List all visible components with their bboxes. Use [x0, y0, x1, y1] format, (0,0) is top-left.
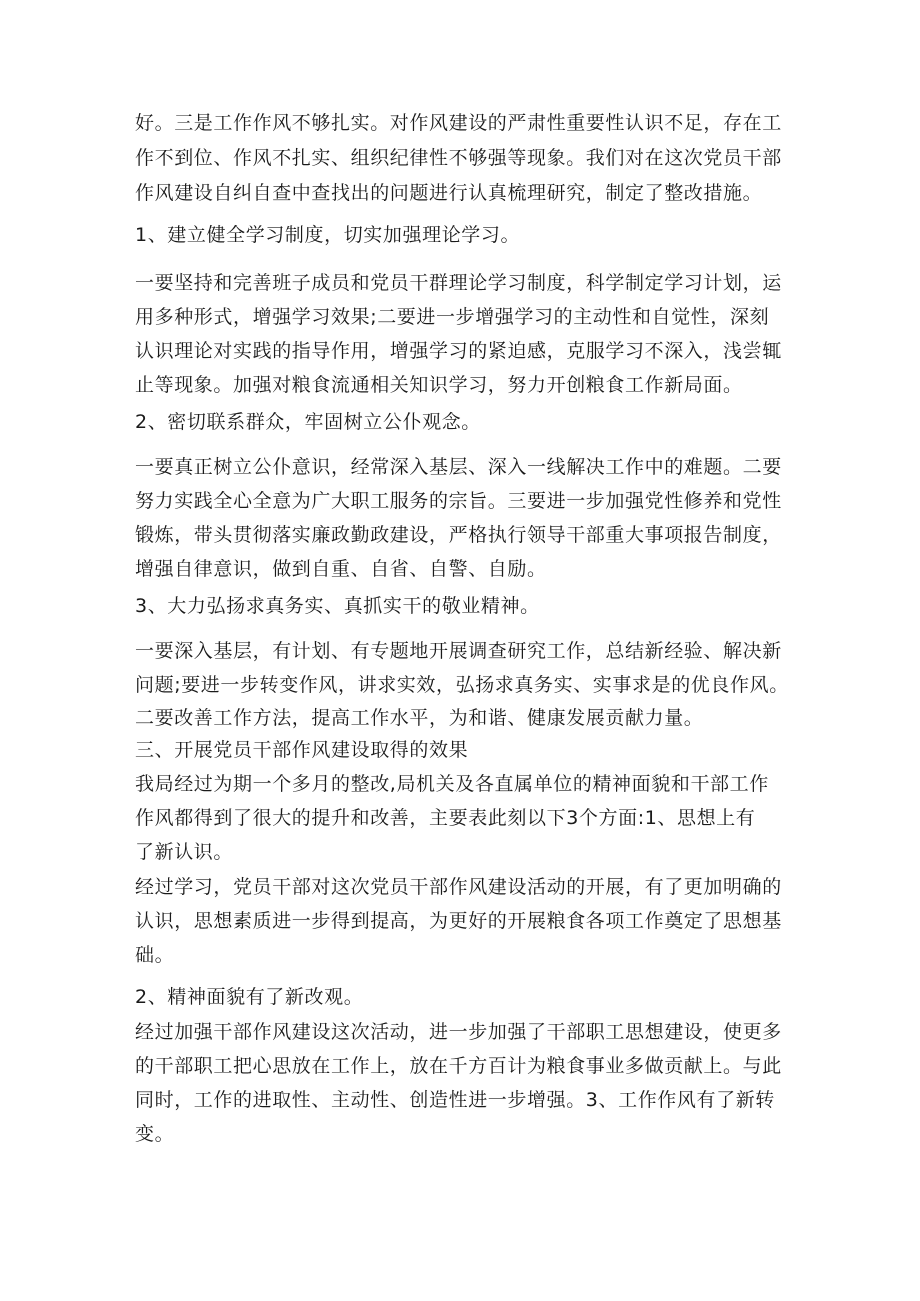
text-line: 认识，思想素质进一步得到提高，为更好的开展粮食各项工作奠定了思想基 — [135, 910, 782, 932]
text-line: 认识理论对实践的指导作用，增强学习的紧迫感，克服学习不深入，浅尝辄 — [135, 340, 782, 362]
heading-4: 2、精神面貌有了新改观。 — [135, 986, 364, 1008]
text-line: 一要深入基层，有计划、有专题地开展调查研究工作，总结新经验、解决新 — [135, 640, 782, 662]
text-line: 用多种形式，增强学习效果;二要进一步增强学习的主动性和自觉性，深刻 — [135, 306, 770, 328]
text-line: 锻炼，带头贯彻落实廉政勤政建设，严格执行领导干部重大事项报告制度， — [135, 524, 782, 546]
text-line: 作风建设自纠自查中查找出的问题进行认真梳理研究，制定了整改措施。 — [135, 182, 763, 204]
text-line: 一要真正树立公仆意识，经常深入基层、深入一线解决工作中的难题。二要 — [135, 456, 782, 478]
text-line: 经过学习，党员干部对这次党员干部作风建设活动的开展，有了更加明确的 — [135, 876, 782, 898]
text-line: 增强自律意识，做到自重、自省、自警、自励。 — [135, 558, 547, 580]
text-line: 变。 — [135, 1123, 175, 1145]
text-line: 努力实践全心全意为广大职工服务的宗旨。三要进一步加强党性修养和党性 — [135, 490, 782, 512]
text-line: 问题;要进一步转变作风，讲求实效，弘扬求真务实、实事求是的优良作风。 — [135, 674, 789, 696]
heading-2: 2、密切联系群众，牢固树立公仆观念。 — [135, 411, 481, 433]
text-line: 了新认识。 — [135, 841, 234, 863]
section-heading: 三、开展党员干部作风建设取得的效果 — [135, 739, 469, 761]
text-line: 止等现象。加强对粮食流通相关知识学习，努力开创粮食工作新局面。 — [135, 374, 743, 396]
text-line: 作不到位、作风不扎实、组织纪律性不够强等现象。我们对在这次党员干部 — [135, 147, 782, 169]
text-line: 我局经过为期一个多月的整改,局机关及各直属单位的精神面貌和干部工作 — [135, 773, 769, 795]
text-line: 二要改善工作方法，提高工作水平，为和谐、健康发展贡献力量。 — [135, 707, 704, 729]
text-line: 同时，工作的进取性、主动性、创造性进一步增强。3、工作作风有了新转 — [135, 1089, 775, 1111]
text-line: 一要坚持和完善班子成员和党员干群理论学习制度，科学制定学习计划，运 — [135, 272, 782, 294]
text-line: 作风都得到了很大的提升和改善，主要表此刻以下3个方面:1、思想上有 — [135, 807, 756, 829]
text-line: 经过加强干部作风建设这次活动，进一步加强了干部职工思想建设，使更多 — [135, 1021, 782, 1043]
text-line: 础。 — [135, 944, 175, 966]
heading-3: 3、大力弘扬求真务实、真抓实干的敬业精神。 — [135, 595, 540, 617]
heading-1: 1、建立健全学习制度，切实加强理论学习。 — [135, 224, 521, 246]
text-line: 的干部职工把心思放在工作上，放在千方百计为粮食事业多做贡献上。与此 — [135, 1055, 782, 1077]
text-line: 好。三是工作作风不够扎实。对作风建设的严肃性重要性认识不足，存在工 — [135, 112, 782, 134]
